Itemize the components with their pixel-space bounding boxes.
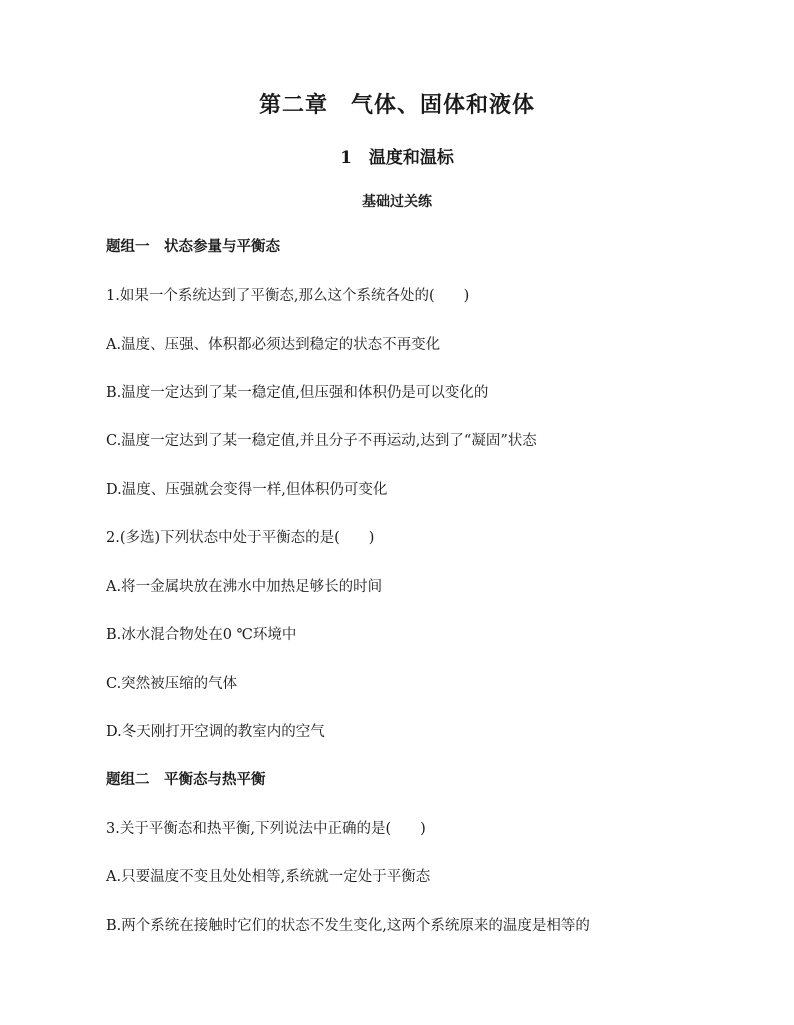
question-2-option-d: D.冬天刚打开空调的教室内的空气 — [106, 724, 325, 740]
exercise-subtitle: 基础过关练 — [362, 194, 432, 210]
question-1-option-a: A.温度、压强、体积都必须达到稳定的状态不再变化 — [106, 337, 441, 353]
question-2-option-c: C.突然被压缩的气体 — [106, 676, 238, 692]
question-1-option-c: C.温度一定达到了某一稳定值,并且分子不再运动,达到了“凝固”状态 — [106, 433, 537, 449]
question-3-stem: 3.关于平衡态和热平衡,下列说法中正确的是( ) — [106, 821, 426, 837]
question-2-option-a: A.将一金属块放在沸水中加热足够长的时间 — [106, 579, 383, 595]
question-1-option-d: D.温度、压强就会变得一样,但体积仍可变化 — [106, 482, 388, 498]
question-2-stem: 2.(多选)下列状态中处于平衡态的是( ) — [106, 530, 375, 546]
question-1-option-b: B.温度一定达到了某一稳定值,但压强和体积仍是可以变化的 — [106, 385, 489, 401]
section-title: 1 温度和温标 — [340, 148, 454, 168]
group2-heading: 题组二 平衡态与热平衡 — [106, 771, 266, 788]
question-3-option-b: B.两个系统在接触时它们的状态不发生变化,这两个系统原来的温度是相等的 — [106, 918, 590, 934]
question-3-option-a: A.只要温度不变且处处相等,系统就一定处于平衡态 — [106, 869, 431, 885]
question-1-stem: 1.如果一个系统达到了平衡态,那么这个系统各处的( ) — [106, 288, 470, 304]
question-2-option-b: B.冰水混合物处在0 ℃环境中 — [106, 627, 297, 643]
chapter-title: 第二章 气体、固体和液体 — [258, 92, 535, 118]
group1-heading: 题组一 状态参量与平衡态 — [106, 238, 280, 255]
